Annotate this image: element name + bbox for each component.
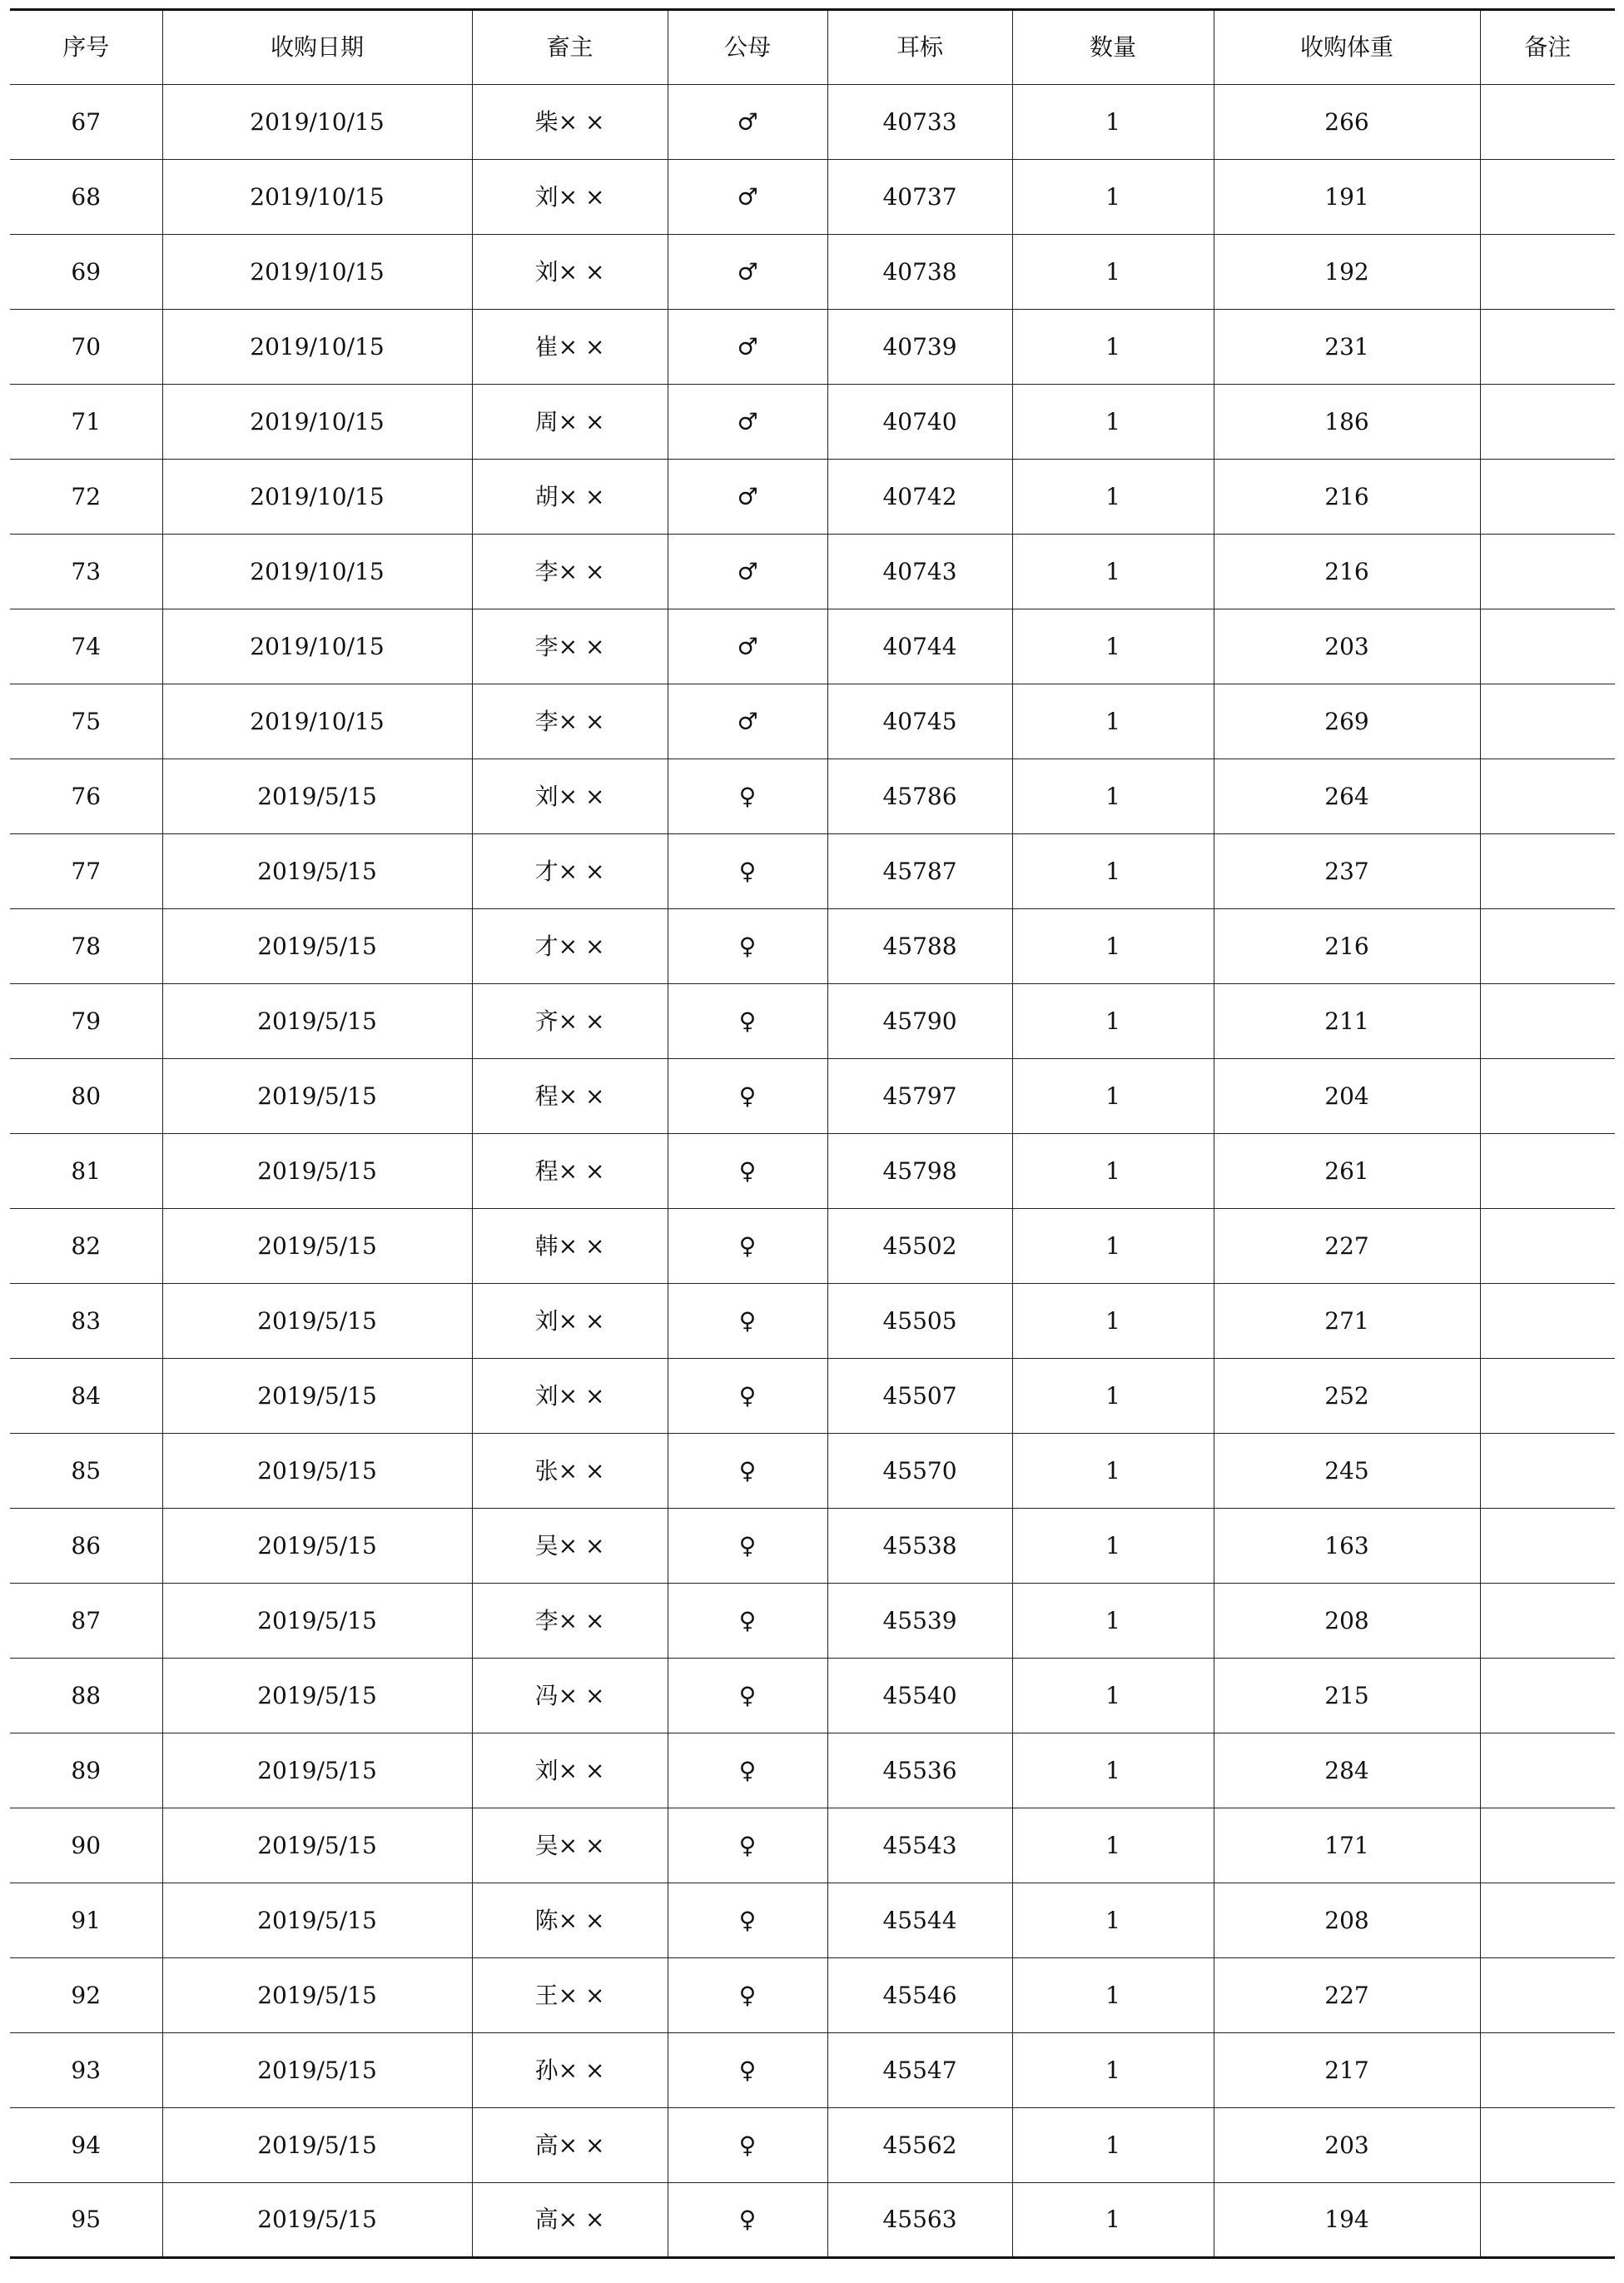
- cell-ear-tag: 45507: [827, 1359, 1012, 1434]
- cell-date: 2019/10/15: [162, 160, 472, 235]
- cell-remark: [1480, 385, 1615, 460]
- cell-quantity: 1: [1012, 1284, 1214, 1359]
- cell-owner: 李× ×: [472, 535, 668, 609]
- cell-quantity: 1: [1012, 235, 1214, 310]
- cell-ear-tag: 45787: [827, 834, 1012, 909]
- cell-seq: 87: [10, 1584, 162, 1659]
- cell-owner: 吴× ×: [472, 1509, 668, 1584]
- cell-quantity: 1: [1012, 460, 1214, 535]
- cell-weight: 186: [1214, 385, 1480, 460]
- cell-remark: [1480, 1284, 1615, 1359]
- cell-remark: [1480, 1733, 1615, 1808]
- cell-sex: ♀: [668, 2033, 827, 2108]
- cell-quantity: 1: [1012, 1958, 1214, 2033]
- cell-weight: 269: [1214, 684, 1480, 759]
- cell-sex: ♀: [668, 1134, 827, 1209]
- cell-ear-tag: 40733: [827, 85, 1012, 160]
- cell-sex: ♂: [668, 535, 827, 609]
- cell-quantity: 1: [1012, 759, 1214, 834]
- cell-weight: 252: [1214, 1359, 1480, 1434]
- cell-date: 2019/10/15: [162, 460, 472, 535]
- cell-remark: [1480, 909, 1615, 984]
- cell-seq: 72: [10, 460, 162, 535]
- cell-owner: 李× ×: [472, 684, 668, 759]
- cell-owner: 周× ×: [472, 385, 668, 460]
- cell-owner: 崔× ×: [472, 310, 668, 385]
- cell-seq: 95: [10, 2183, 162, 2258]
- cell-date: 2019/5/15: [162, 1659, 472, 1733]
- table-row: [10, 2183, 1615, 2258]
- cell-seq: 74: [10, 609, 162, 684]
- cell-sex: ♀: [668, 1883, 827, 1958]
- table-row: [10, 85, 1615, 160]
- cell-sex: ♀: [668, 759, 827, 834]
- cell-owner: 刘× ×: [472, 1284, 668, 1359]
- cell-ear-tag: 45505: [827, 1284, 1012, 1359]
- table-row: [10, 1059, 1615, 1134]
- table-row: [10, 1284, 1615, 1359]
- cell-ear-tag: 45570: [827, 1434, 1012, 1509]
- cell-ear-tag: 45788: [827, 909, 1012, 984]
- cell-seq: 67: [10, 85, 162, 160]
- cell-date: 2019/10/15: [162, 85, 472, 160]
- table-row: [10, 834, 1615, 909]
- cell-ear-tag: 45536: [827, 1733, 1012, 1808]
- cell-owner: 高× ×: [472, 2183, 668, 2258]
- cell-date: 2019/10/15: [162, 609, 472, 684]
- cell-sex: ♂: [668, 160, 827, 235]
- cell-owner: 齐× ×: [472, 984, 668, 1059]
- cell-quantity: 1: [1012, 1059, 1214, 1134]
- cell-date: 2019/5/15: [162, 1059, 472, 1134]
- cell-remark: [1480, 310, 1615, 385]
- cell-remark: [1480, 1059, 1615, 1134]
- cell-remark: [1480, 1659, 1615, 1733]
- cell-seq: 94: [10, 2108, 162, 2183]
- cell-seq: 79: [10, 984, 162, 1059]
- cell-remark: [1480, 1434, 1615, 1509]
- cell-quantity: 1: [1012, 2183, 1214, 2258]
- cell-sex: ♀: [668, 1509, 827, 1584]
- cell-weight: 203: [1214, 2108, 1480, 2183]
- cell-ear-tag: 45540: [827, 1659, 1012, 1733]
- cell-remark: [1480, 1584, 1615, 1659]
- cell-weight: 208: [1214, 1883, 1480, 1958]
- cell-weight: 194: [1214, 2183, 1480, 2258]
- cell-seq: 91: [10, 1883, 162, 1958]
- cell-date: 2019/5/15: [162, 1883, 472, 1958]
- livestock-purchase-table: [10, 8, 1615, 2259]
- cell-seq: 82: [10, 1209, 162, 1284]
- table-row: [10, 684, 1615, 759]
- cell-sex: ♀: [668, 1808, 827, 1883]
- cell-date: 2019/10/15: [162, 235, 472, 310]
- cell-remark: [1480, 2033, 1615, 2108]
- cell-date: 2019/5/15: [162, 1509, 472, 1584]
- cell-remark: [1480, 759, 1615, 834]
- cell-sex: ♀: [668, 1359, 827, 1434]
- cell-date: 2019/5/15: [162, 1434, 472, 1509]
- cell-weight: 284: [1214, 1733, 1480, 1808]
- cell-remark: [1480, 1134, 1615, 1209]
- cell-seq: 90: [10, 1808, 162, 1883]
- cell-quantity: 1: [1012, 160, 1214, 235]
- cell-sex: ♀: [668, 1584, 827, 1659]
- cell-weight: 237: [1214, 834, 1480, 909]
- table-row: [10, 1209, 1615, 1284]
- cell-seq: 71: [10, 385, 162, 460]
- cell-owner: 程× ×: [472, 1059, 668, 1134]
- cell-weight: 231: [1214, 310, 1480, 385]
- table-row: [10, 1808, 1615, 1883]
- table-row: [10, 310, 1615, 385]
- column-header-remark: 备注: [1480, 10, 1615, 85]
- cell-quantity: 1: [1012, 385, 1214, 460]
- table-row: [10, 235, 1615, 310]
- cell-owner: 柴× ×: [472, 85, 668, 160]
- cell-sex: ♂: [668, 684, 827, 759]
- cell-date: 2019/5/15: [162, 2108, 472, 2183]
- cell-quantity: 1: [1012, 1359, 1214, 1434]
- cell-owner: 张× ×: [472, 1434, 668, 1509]
- cell-date: 2019/5/15: [162, 759, 472, 834]
- table-row: [10, 909, 1615, 984]
- cell-weight: 203: [1214, 609, 1480, 684]
- cell-weight: 204: [1214, 1059, 1480, 1134]
- cell-quantity: 1: [1012, 1733, 1214, 1808]
- cell-quantity: 1: [1012, 1134, 1214, 1209]
- cell-remark: [1480, 834, 1615, 909]
- cell-sex: ♂: [668, 85, 827, 160]
- cell-seq: 86: [10, 1509, 162, 1584]
- cell-seq: 75: [10, 684, 162, 759]
- column-header-weight: 收购体重: [1214, 10, 1480, 85]
- cell-owner: 韩× ×: [472, 1209, 668, 1284]
- cell-seq: 88: [10, 1659, 162, 1733]
- table-row: [10, 460, 1615, 535]
- cell-weight: 215: [1214, 1659, 1480, 1733]
- cell-quantity: 1: [1012, 1883, 1214, 1958]
- cell-sex: ♂: [668, 609, 827, 684]
- cell-date: 2019/5/15: [162, 834, 472, 909]
- cell-quantity: 1: [1012, 1659, 1214, 1733]
- cell-seq: 81: [10, 1134, 162, 1209]
- cell-quantity: 1: [1012, 834, 1214, 909]
- column-header-date: 收购日期: [162, 10, 472, 85]
- cell-owner: 李× ×: [472, 1584, 668, 1659]
- cell-sex: ♀: [668, 1958, 827, 2033]
- table-row: [10, 1509, 1615, 1584]
- header-row: [10, 10, 1615, 85]
- cell-sex: ♀: [668, 1659, 827, 1733]
- cell-remark: [1480, 160, 1615, 235]
- table-header: [10, 10, 1615, 85]
- cell-owner: 程× ×: [472, 1134, 668, 1209]
- cell-owner: 刘× ×: [472, 1359, 668, 1434]
- cell-sex: ♀: [668, 2183, 827, 2258]
- cell-quantity: 1: [1012, 609, 1214, 684]
- cell-weight: 216: [1214, 460, 1480, 535]
- cell-date: 2019/5/15: [162, 1733, 472, 1808]
- cell-ear-tag: 45786: [827, 759, 1012, 834]
- cell-quantity: 1: [1012, 2033, 1214, 2108]
- table-body: [10, 85, 1615, 2258]
- table-row: [10, 1883, 1615, 1958]
- cell-quantity: 1: [1012, 909, 1214, 984]
- cell-owner: 陈× ×: [472, 1883, 668, 1958]
- cell-date: 2019/5/15: [162, 2033, 472, 2108]
- cell-ear-tag: 40745: [827, 684, 1012, 759]
- cell-seq: 78: [10, 909, 162, 984]
- cell-seq: 92: [10, 1958, 162, 2033]
- cell-remark: [1480, 1958, 1615, 2033]
- cell-seq: 85: [10, 1434, 162, 1509]
- cell-ear-tag: 40737: [827, 160, 1012, 235]
- cell-sex: ♀: [668, 1733, 827, 1808]
- table-row: [10, 1434, 1615, 1509]
- cell-date: 2019/10/15: [162, 684, 472, 759]
- cell-date: 2019/5/15: [162, 909, 472, 984]
- cell-seq: 77: [10, 834, 162, 909]
- cell-ear-tag: 45547: [827, 2033, 1012, 2108]
- cell-ear-tag: 45544: [827, 1883, 1012, 1958]
- cell-owner: 刘× ×: [472, 759, 668, 834]
- cell-remark: [1480, 984, 1615, 1059]
- cell-seq: 80: [10, 1059, 162, 1134]
- cell-seq: 73: [10, 535, 162, 609]
- cell-remark: [1480, 2108, 1615, 2183]
- cell-remark: [1480, 460, 1615, 535]
- cell-seq: 84: [10, 1359, 162, 1434]
- cell-seq: 68: [10, 160, 162, 235]
- cell-ear-tag: 40742: [827, 460, 1012, 535]
- table-row: [10, 1659, 1615, 1733]
- cell-date: 2019/5/15: [162, 984, 472, 1059]
- cell-quantity: 1: [1012, 310, 1214, 385]
- cell-ear-tag: 45546: [827, 1958, 1012, 2033]
- cell-sex: ♀: [668, 2108, 827, 2183]
- cell-owner: 李× ×: [472, 609, 668, 684]
- cell-date: 2019/5/15: [162, 1209, 472, 1284]
- cell-remark: [1480, 1209, 1615, 1284]
- column-header-seq: 序号: [10, 10, 162, 85]
- cell-owner: 才× ×: [472, 834, 668, 909]
- table-row: [10, 2033, 1615, 2108]
- table-row: [10, 1958, 1615, 2033]
- cell-weight: 208: [1214, 1584, 1480, 1659]
- table-row: [10, 2108, 1615, 2183]
- cell-remark: [1480, 1359, 1615, 1434]
- cell-weight: 171: [1214, 1808, 1480, 1883]
- cell-sex: ♂: [668, 385, 827, 460]
- cell-date: 2019/5/15: [162, 1958, 472, 2033]
- cell-owner: 刘× ×: [472, 160, 668, 235]
- cell-weight: 271: [1214, 1284, 1480, 1359]
- cell-date: 2019/5/15: [162, 1584, 472, 1659]
- cell-sex: ♀: [668, 834, 827, 909]
- cell-quantity: 1: [1012, 2108, 1214, 2183]
- cell-seq: 93: [10, 2033, 162, 2108]
- cell-owner: 高× ×: [472, 2108, 668, 2183]
- cell-owner: 刘× ×: [472, 235, 668, 310]
- cell-remark: [1480, 1883, 1615, 1958]
- cell-ear-tag: 45798: [827, 1134, 1012, 1209]
- cell-date: 2019/5/15: [162, 1808, 472, 1883]
- cell-quantity: 1: [1012, 1808, 1214, 1883]
- table-row: [10, 535, 1615, 609]
- cell-seq: 76: [10, 759, 162, 834]
- cell-quantity: 1: [1012, 684, 1214, 759]
- cell-date: 2019/10/15: [162, 535, 472, 609]
- cell-date: 2019/5/15: [162, 1284, 472, 1359]
- cell-remark: [1480, 1808, 1615, 1883]
- cell-weight: 216: [1214, 535, 1480, 609]
- cell-remark: [1480, 684, 1615, 759]
- cell-sex: ♀: [668, 984, 827, 1059]
- cell-quantity: 1: [1012, 1509, 1214, 1584]
- cell-weight: 245: [1214, 1434, 1480, 1509]
- cell-owner: 冯× ×: [472, 1659, 668, 1733]
- table-row: [10, 759, 1615, 834]
- table-row: [10, 385, 1615, 460]
- cell-quantity: 1: [1012, 85, 1214, 160]
- cell-owner: 孙× ×: [472, 2033, 668, 2108]
- cell-quantity: 1: [1012, 984, 1214, 1059]
- cell-ear-tag: 45502: [827, 1209, 1012, 1284]
- cell-ear-tag: 45797: [827, 1059, 1012, 1134]
- table-row: [10, 1359, 1615, 1434]
- cell-ear-tag: 40743: [827, 535, 1012, 609]
- cell-ear-tag: 45539: [827, 1584, 1012, 1659]
- table-row: [10, 984, 1615, 1059]
- cell-owner: 胡× ×: [472, 460, 668, 535]
- cell-quantity: 1: [1012, 1434, 1214, 1509]
- cell-owner: 刘× ×: [472, 1733, 668, 1808]
- cell-weight: 216: [1214, 909, 1480, 984]
- cell-sex: ♀: [668, 1209, 827, 1284]
- cell-ear-tag: 40740: [827, 385, 1012, 460]
- cell-date: 2019/5/15: [162, 2183, 472, 2258]
- cell-sex: ♂: [668, 310, 827, 385]
- cell-remark: [1480, 1509, 1615, 1584]
- cell-sex: ♀: [668, 1434, 827, 1509]
- cell-owner: 吴× ×: [472, 1808, 668, 1883]
- cell-remark: [1480, 535, 1615, 609]
- cell-weight: 261: [1214, 1134, 1480, 1209]
- column-header-owner: 畜主: [472, 10, 668, 85]
- cell-weight: 217: [1214, 2033, 1480, 2108]
- cell-weight: 191: [1214, 160, 1480, 235]
- cell-ear-tag: 45562: [827, 2108, 1012, 2183]
- column-header-quantity: 数量: [1012, 10, 1214, 85]
- column-header-ear-tag: 耳标: [827, 10, 1012, 85]
- cell-weight: 211: [1214, 984, 1480, 1059]
- cell-weight: 163: [1214, 1509, 1480, 1584]
- cell-ear-tag: 40738: [827, 235, 1012, 310]
- cell-sex: ♀: [668, 909, 827, 984]
- cell-sex: ♀: [668, 1059, 827, 1134]
- cell-owner: 王× ×: [472, 1958, 668, 2033]
- cell-quantity: 1: [1012, 1584, 1214, 1659]
- cell-weight: 227: [1214, 1209, 1480, 1284]
- cell-sex: ♀: [668, 1284, 827, 1359]
- cell-owner: 才× ×: [472, 909, 668, 984]
- cell-remark: [1480, 2183, 1615, 2258]
- table-row: [10, 609, 1615, 684]
- cell-seq: 70: [10, 310, 162, 385]
- cell-ear-tag: 45790: [827, 984, 1012, 1059]
- cell-ear-tag: 40739: [827, 310, 1012, 385]
- table-row: [10, 1733, 1615, 1808]
- cell-remark: [1480, 609, 1615, 684]
- cell-weight: 227: [1214, 1958, 1480, 2033]
- cell-date: 2019/5/15: [162, 1134, 472, 1209]
- cell-ear-tag: 45543: [827, 1808, 1012, 1883]
- cell-ear-tag: 45563: [827, 2183, 1012, 2258]
- table-row: [10, 160, 1615, 235]
- cell-date: 2019/10/15: [162, 310, 472, 385]
- cell-quantity: 1: [1012, 535, 1214, 609]
- table-row: [10, 1134, 1615, 1209]
- cell-date: 2019/5/15: [162, 1359, 472, 1434]
- cell-weight: 192: [1214, 235, 1480, 310]
- cell-remark: [1480, 85, 1615, 160]
- table-row: [10, 1584, 1615, 1659]
- cell-remark: [1480, 235, 1615, 310]
- cell-seq: 83: [10, 1284, 162, 1359]
- cell-date: 2019/10/15: [162, 385, 472, 460]
- cell-quantity: 1: [1012, 1209, 1214, 1284]
- cell-weight: 264: [1214, 759, 1480, 834]
- cell-weight: 266: [1214, 85, 1480, 160]
- cell-ear-tag: 40744: [827, 609, 1012, 684]
- cell-ear-tag: 45538: [827, 1509, 1012, 1584]
- cell-sex: ♂: [668, 235, 827, 310]
- cell-seq: 89: [10, 1733, 162, 1808]
- cell-seq: 69: [10, 235, 162, 310]
- cell-sex: ♂: [668, 460, 827, 535]
- column-header-sex: 公母: [668, 10, 827, 85]
